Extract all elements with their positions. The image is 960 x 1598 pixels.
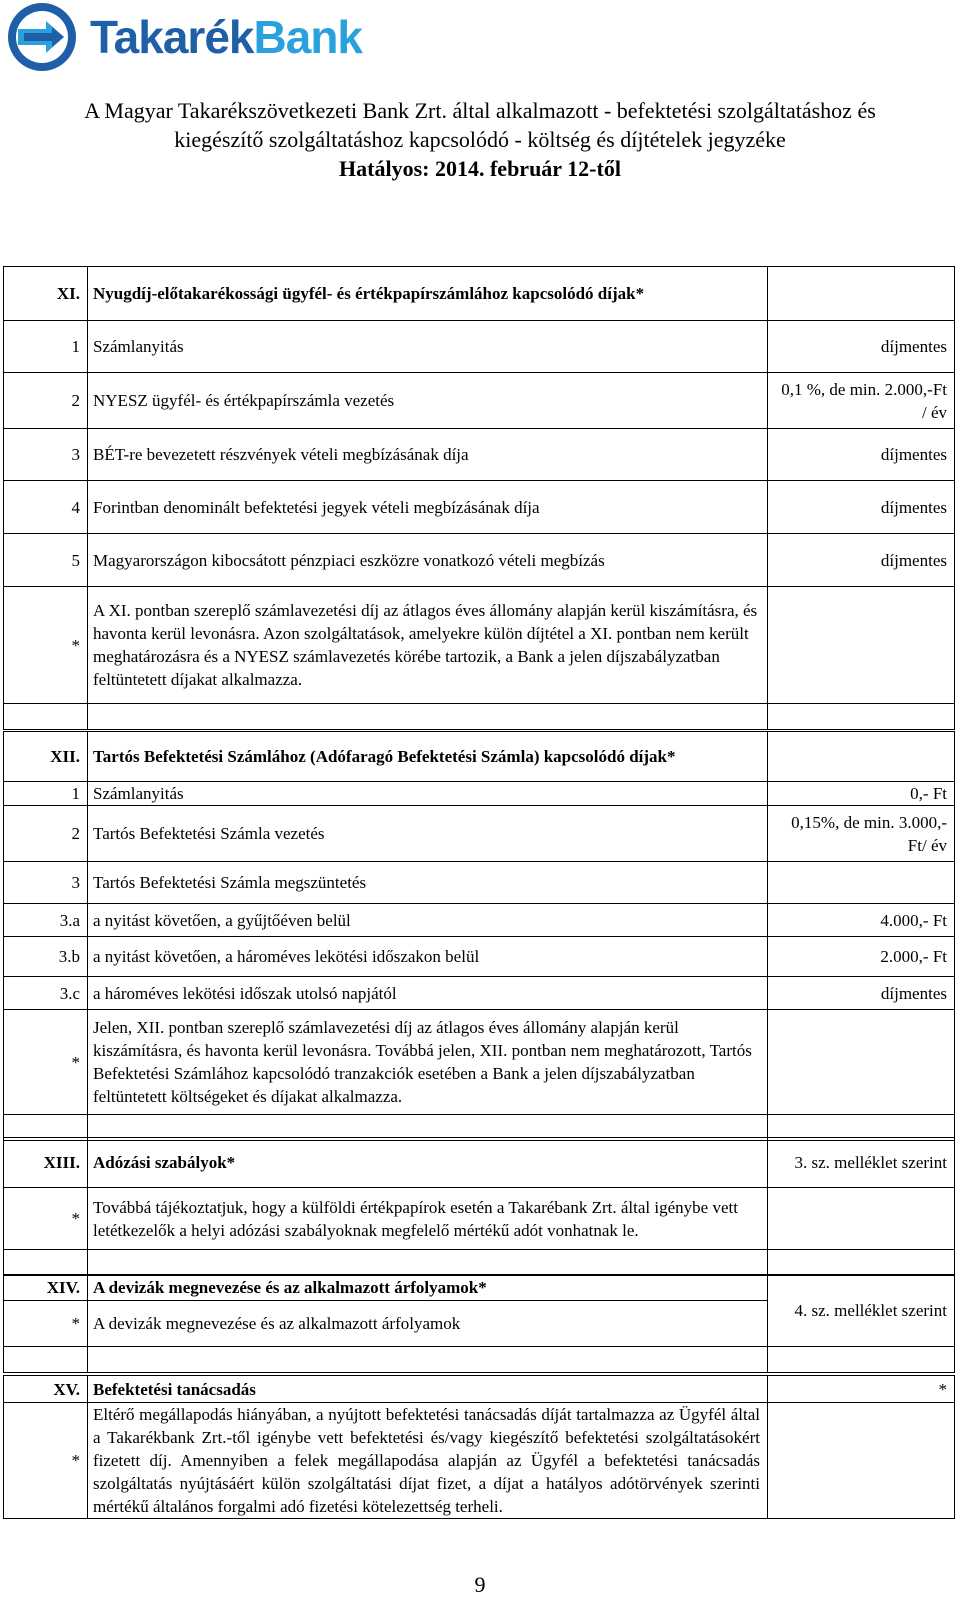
row-value: 0,15%, de min. 3.000,- Ft/ év: [768, 806, 955, 862]
row-label: NYESZ ügyfél- és értékpapírszámla vezetés: [88, 373, 768, 429]
section-value: 4. sz. melléklet szerint: [768, 1275, 955, 1347]
row-label: a nyitást követően, a hároméves lekötési időszakon belül: [88, 937, 768, 977]
section-number: XII.: [4, 732, 88, 782]
footnote-star: *: [4, 587, 88, 704]
takarekbank-logo: [4, 2, 362, 72]
footnote-text: Eltérő megállapodás hiányában, a nyújtott befektetési tanácsadás díját tartalmazza az Ügyfél által a Takarékbank Zrt.-től igénybe vett befektetési és/vagy kiegészítő befektetési szolgáltatásokért fizetett díj. Amennyiben a felek megállapodása alapján az Ügyfél a befektetési tanácsadás szolgáltatás nyújtásáért külön szolgáltatási díjat fizet, a díjat a hatályos adótörvények szerinti mértékű általános forgalmi adó fizetési kötelezettség terheli.: [88, 1403, 768, 1519]
row-label: Tartós Befektetési Számla megszüntetés: [88, 862, 768, 904]
header-line-2: kiegészítő szolgáltatáshoz kapcsolódó - költség és díjtételek jegyzéke: [174, 127, 786, 152]
row-number: 3.c: [4, 977, 88, 1010]
row-number: 3.b: [4, 937, 88, 977]
row-number: 1: [4, 321, 88, 373]
row-number: 3: [4, 429, 88, 481]
section-title: Nyugdíj-előtakarékossági ügyfél- és értékpapírszámlához kapcsolódó díjak*: [88, 267, 768, 321]
section-xiv-table: [3, 1274, 955, 1373]
section-value: 3. sz. melléklet szerint: [768, 1138, 955, 1188]
row-value: 4.000,- Ft: [768, 904, 955, 937]
row-number: 2: [4, 806, 88, 862]
row-value: 0,- Ft: [768, 782, 955, 806]
row-number: 2: [4, 373, 88, 429]
row-value: díjmentes: [768, 481, 955, 534]
page-number: 9: [474, 1572, 486, 1597]
section-title: A devizák megnevezése és az alkalmazott árfolyamok*: [88, 1275, 768, 1301]
row-number: 1: [4, 782, 88, 806]
section-title: Befektetési tanácsadás: [88, 1376, 768, 1403]
row-number: 3.a: [4, 904, 88, 937]
row-value: [768, 862, 955, 904]
footnote-star: *: [4, 1010, 88, 1115]
row-value: díjmentes: [768, 534, 955, 587]
section-xi-table: [3, 266, 955, 730]
logo-arrows-icon: [4, 2, 80, 72]
footnote-star: *: [4, 1188, 88, 1250]
row-label: BÉT-re bevezetett részvények vételi megbízásának díja: [88, 429, 768, 481]
section-value: *: [768, 1376, 955, 1403]
header-line-1: A Magyar Takarékszövetkezeti Bank Zrt. által alkalmazott - befektetési szolgáltatáshoz és: [84, 98, 876, 123]
row-label: Számlanyitás: [88, 321, 768, 373]
logo-wordmark: TakarékBank: [90, 11, 362, 63]
footnote-text: Továbbá tájékoztatjuk, hogy a külföldi értékpapírok esetén a Takarébank Zrt. által igénybe vett letétkezelők a helyi adózási szabályoknak megfelelő mértékű adót vonhatnak le.: [88, 1188, 768, 1250]
row-label: Tartós Befektetési Számla vezetés: [88, 806, 768, 862]
row-label: Magyarországon kibocsátott pénzpiaci eszközre vonatkozó vételi megbízás: [88, 534, 768, 587]
row-number: 3: [4, 862, 88, 904]
section-number: XIII.: [4, 1138, 88, 1188]
row-value: díjmentes: [768, 977, 955, 1010]
footnote-text: Jelen, XII. pontban szereplő számlavezetési díj az átlagos éves állomány alapján kerül kiszámításra, és havonta kerül levonásra. Továbbá jelen, XII. pontban nem meghatározott, Tartós Befektetési Számlához kapcsolódó tranzakciók esetében a Bank a jelen díjszabályzatban feltüntetett költségeket és díjakat alkalmazza.: [88, 1010, 768, 1115]
section-number: XIV.: [4, 1275, 88, 1301]
row-number: 4: [4, 481, 88, 534]
document-header: [0, 96, 960, 183]
section-xii-table: [3, 731, 955, 1141]
section-xv-table: [3, 1375, 955, 1519]
row-number: 5: [4, 534, 88, 587]
row-value: díjmentes: [768, 429, 955, 481]
footnote-text: A devizák megnevezése és az alkalmazott árfolyamok: [88, 1301, 768, 1347]
section-title: Tartós Befektetési Számlához (Adófaragó Befektetési Számla) kapcsolódó díjak*: [88, 732, 768, 782]
row-label: Forintban denominált befektetési jegyek vételi megbízásának díja: [88, 481, 768, 534]
section-title: Adózási szabályok*: [88, 1138, 768, 1188]
row-label: Számlanyitás: [88, 782, 768, 806]
row-value: díjmentes: [768, 321, 955, 373]
row-value: 2.000,- Ft: [768, 937, 955, 977]
validity-date: Hatályos: 2014. február 12-től: [339, 156, 621, 181]
section-number: XI.: [4, 267, 88, 321]
row-label: a nyitást követően, a gyűjtőéven belül: [88, 904, 768, 937]
footnote-star: *: [4, 1403, 88, 1519]
row-label: a hároméves lekötési időszak utolsó napjától: [88, 977, 768, 1010]
section-number: XV.: [4, 1376, 88, 1403]
section-xiii-table: [3, 1137, 955, 1276]
footnote-text: A XI. pontban szereplő számlavezetési díj az átlagos éves állomány alapján kerül kiszámításra, és havonta kerül levonásra. Azon szolgáltatások, amelyekre külön díjtétel a XI. pontban nem került meghatározásra és a NYESZ számlavezetés körébe tartozik, a Bank a jelen díjszabályzatban feltüntetett díjakat alkalmazza.: [88, 587, 768, 704]
row-value: 0,1 %, de min. 2.000,-Ft / év: [768, 373, 955, 429]
footnote-star: *: [4, 1301, 88, 1347]
